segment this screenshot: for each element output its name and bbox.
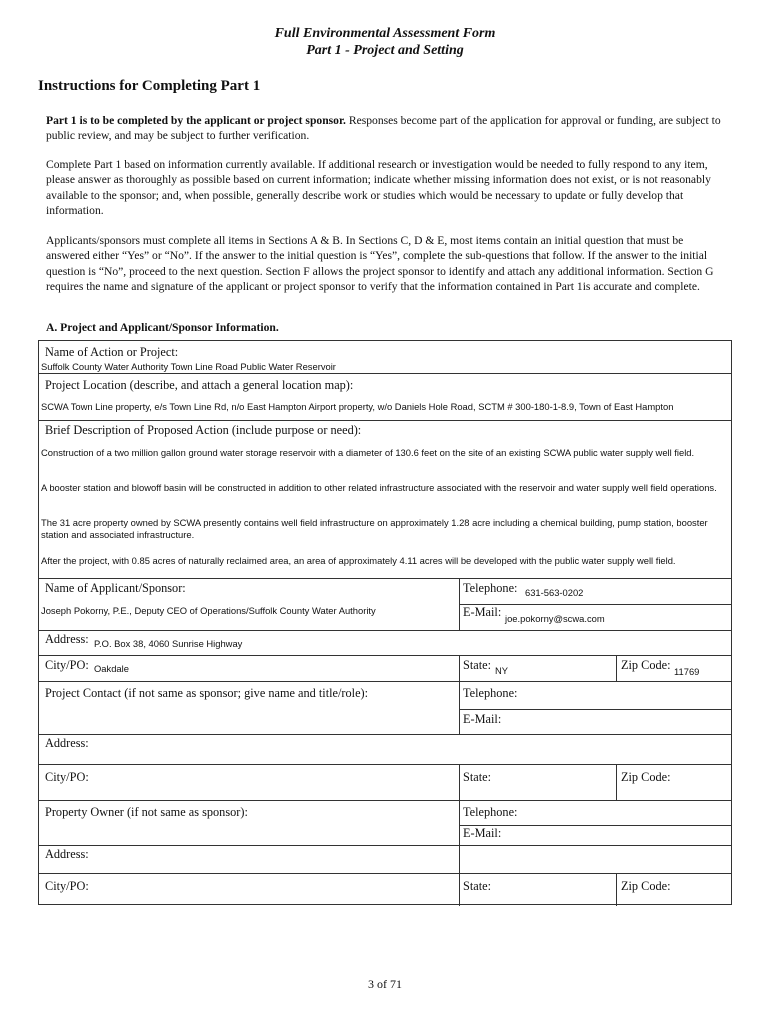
applicant-zip-label: Zip Code: xyxy=(621,658,671,672)
instructions-p1-rest: Responses become part of the application for approval or funding, are subject to public review, and may be subject to further verification. xyxy=(46,114,721,143)
instructions-paragraph-1 xyxy=(46,113,726,144)
description-label: Brief Description of Proposed Action (include purpose or need): xyxy=(45,423,362,437)
row-divider xyxy=(39,800,731,801)
row-divider xyxy=(39,630,731,631)
applicant-telephone-value[interactable]: 631-563-0202 xyxy=(525,587,584,598)
project-info-form xyxy=(38,340,732,905)
row-divider xyxy=(39,578,731,579)
applicant-city-value[interactable]: Oakdale xyxy=(94,663,129,674)
description-paragraph[interactable]: The 31 acre property owned by SCWA presently contains well field infrastructure on approximately 1.28 acre including a chemical building, pump station, booster station and associated infrastructure. xyxy=(41,517,708,540)
applicant-telephone-label: Telephone: xyxy=(463,581,518,595)
contact-email-label: E-Mail: xyxy=(463,712,502,726)
applicant-email-label: E-Mail: xyxy=(463,605,502,619)
column-divider xyxy=(616,655,617,681)
column-divider xyxy=(459,873,460,906)
row-divider xyxy=(39,373,731,374)
section-a-heading: A. Project and Applicant/Sponsor Information. xyxy=(46,321,279,334)
row-divider xyxy=(39,420,731,421)
row-divider xyxy=(39,681,731,682)
row-divider xyxy=(39,734,731,735)
location-label: Project Location (describe, and attach a general location map): xyxy=(45,378,354,392)
applicant-zip-value[interactable]: 11769 xyxy=(674,666,700,677)
description-paragraph[interactable]: A booster station and blowoff basin will be constructed in addition to other related infrastructure associated with the reservoir and water supply well field operations. xyxy=(41,482,717,493)
page-number: 3 of 71 xyxy=(368,977,402,991)
description-paragraph[interactable]: Construction of a two million gallon ground water storage reservoir with a diameter of 130.6 feet on the site of an existing SCWA public water supply well field. xyxy=(41,447,695,458)
applicant-state-value[interactable]: NY xyxy=(495,665,509,676)
applicant-name-label: Name of Applicant/Sponsor: xyxy=(45,581,186,595)
applicant-email-value[interactable]: joe.pokorny@scwa.com xyxy=(505,613,605,624)
row-divider xyxy=(39,873,731,874)
column-divider xyxy=(459,655,460,734)
applicant-city-label: City/PO: xyxy=(45,658,89,672)
form-title: Full Environmental Assessment Form xyxy=(274,26,496,41)
owner-name-label: Property Owner (if not same as sponsor): xyxy=(45,805,248,819)
applicant-address-value[interactable]: P.O. Box 38, 4060 Sunrise Highway xyxy=(94,638,243,649)
action-name-value[interactable]: Suffolk County Water Authority Town Line Road Public Water Reservoir xyxy=(41,361,336,372)
owner-zip-label: Zip Code: xyxy=(621,879,671,893)
contact-telephone-label: Telephone: xyxy=(463,686,518,700)
owner-telephone-label: Telephone: xyxy=(463,805,518,819)
contact-address-label: Address: xyxy=(45,736,89,750)
row-divider xyxy=(39,764,731,765)
column-divider xyxy=(616,764,617,800)
location-value[interactable]: SCWA Town Line property, e/s Town Line Rd, n/o East Hampton Airport property, w/o Daniels Hole Road, SCTM # 300-180-1-8.9, Town of East Hampton xyxy=(41,401,674,412)
owner-address-label: Address: xyxy=(45,847,89,861)
description-paragraph[interactable]: After the project, with 0.85 acres of naturally reclaimed area, an area of approximately 4.11 acres will be developed with the public water supply well field. xyxy=(41,555,676,566)
contact-name-label: Project Contact (if not same as sponsor; give name and title/role): xyxy=(45,686,369,700)
applicant-name-value[interactable]: Joseph Pokorny, P.E., Deputy CEO of Operations/Suffolk County Water Authority xyxy=(41,605,376,616)
owner-state-label: State: xyxy=(463,879,492,893)
applicant-state-label: State: xyxy=(463,658,492,672)
instructions-p1-bold: Part 1 is to be completed by the applicant or project sponsor. xyxy=(46,114,346,127)
owner-email-label: E-Mail: xyxy=(463,826,502,840)
instructions-paragraph-3: Applicants/sponsors must complete all items in Sections A & B. In Sections C, D & E, most items contain an initial question that must be answered either “Yes” or “No”. If the answer to the initial question is “Yes”, complete the sub-questions that follow. If the answer to the initial question is “No”, proceed to the next question. Section F allows the project sponsor to identify and attach any additional information. Section G requires the name and signature of the applicant or project sponsor to verify that the information contained in Part 1is accurate and complete. xyxy=(46,234,714,293)
contact-zip-label: Zip Code: xyxy=(621,770,671,784)
row-divider xyxy=(459,709,731,710)
action-name-label: Name of Action or Project: xyxy=(45,345,179,359)
applicant-address-label: Address: xyxy=(45,632,89,646)
instructions-paragraph-2: Complete Part 1 based on information currently available. If additional research or investigation would be needed to fully respond to any item, please answer as thoroughly as possible based on current information; indicate whether missing information does not exist, or is not reasonably available to the sponsor; and, when possible, generally describe work or studies which would be necessary to update or fully develop that information. xyxy=(46,158,711,217)
column-divider xyxy=(616,873,617,906)
column-divider xyxy=(459,764,460,873)
instructions-heading: Instructions for Completing Part 1 xyxy=(38,78,261,94)
form-subtitle: Part 1 - Project and Setting xyxy=(306,43,464,58)
owner-city-label: City/PO: xyxy=(45,879,89,893)
column-divider xyxy=(459,578,460,630)
row-divider xyxy=(39,655,731,656)
contact-city-label: City/PO: xyxy=(45,770,89,784)
contact-state-label: State: xyxy=(463,770,492,784)
row-divider xyxy=(39,845,731,846)
